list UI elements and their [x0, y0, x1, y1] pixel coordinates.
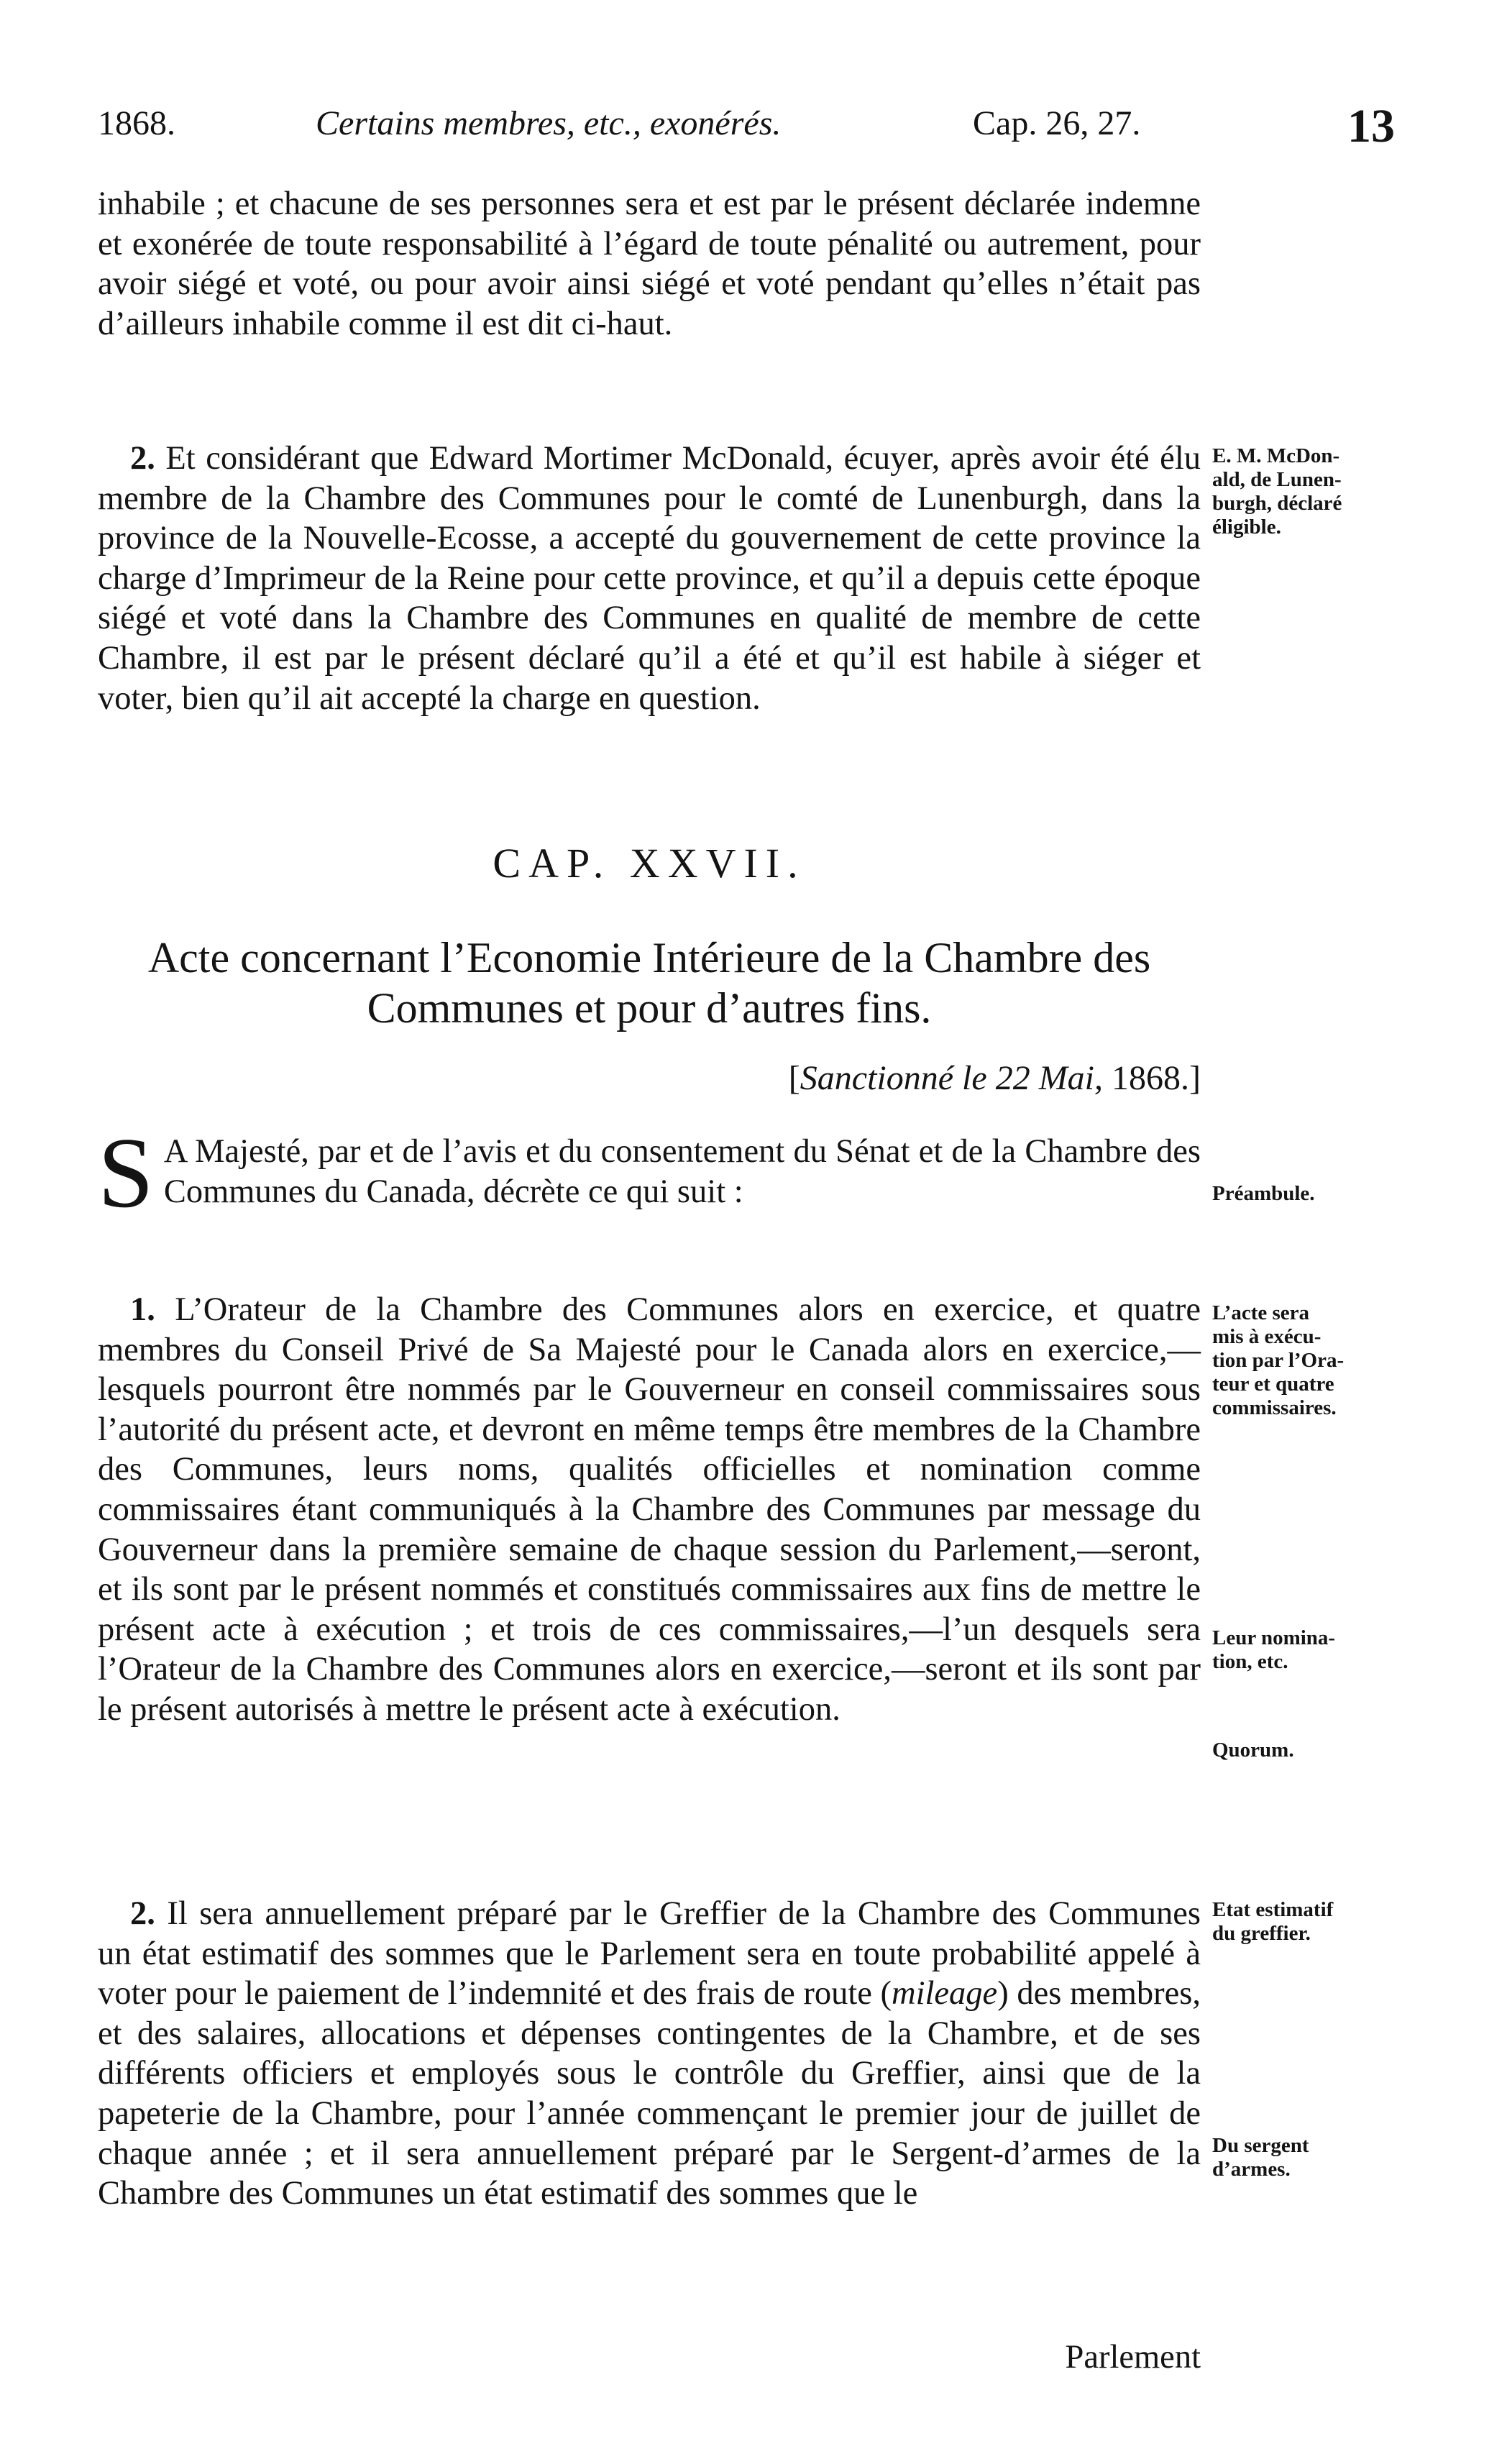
margin-note-sergent — [1212, 2134, 1406, 2181]
margin-note-acte — [1212, 1301, 1406, 1420]
margin-note-line: Quorum. — [1212, 1739, 1294, 1762]
margin-note-nomination — [1212, 1626, 1406, 1674]
article-2-number: 2. — [130, 1895, 155, 1932]
margin-note-line: Leur nomina- — [1212, 1626, 1336, 1649]
margin-note-line: tion par l’Ora- — [1212, 1349, 1345, 1372]
margin-note-mcdonald — [1212, 444, 1406, 539]
sanction-line — [618, 1058, 1201, 1098]
catchword: Parlement — [1065, 2339, 1201, 2376]
chapter-heading: CAP. XXVII. — [493, 840, 806, 887]
header-title: Certains membres, etc., exonérés. — [316, 104, 782, 142]
sanction-year: 1868.] — [1112, 1059, 1201, 1097]
section-2-paragraph — [98, 439, 1201, 718]
margin-note-preambule — [1212, 1182, 1406, 1206]
article-1-number: 1. — [130, 1291, 155, 1328]
sanction-bracket: [ — [788, 1059, 800, 1097]
margin-note-line: ald, de Lunen- — [1212, 468, 1342, 491]
article-1-paragraph — [98, 1290, 1201, 1730]
act-title: Acte concernant l’Economie Intérieure de la Chambre des Communes et pour d’autres fins. — [147, 934, 1151, 1032]
article-1-text: L’Orateur de la Chambre des Communes alors en exercice, et quatre membres du Conseil Privé de Sa Majesté pour le Canada alors en exercice,—lesquels pourront être nommés par le Gouverneur en conseil commissaires sous l’autorité du présent acte, et devront en même temps être membres de la Chambre des Communes, leurs noms, qualités officielles et nomination comme commissaires étant communiqués à la Chambre des Communes par message du Gouverneur dans la première semaine de chaque session du Parlement,—seront, et ils sont par le présent nommés et constitués commissaires aux fins de mettre le présent acte à exécution ; et trois de ces commissaires,—l’un desquels sera l’Orateur de la Chambre des Communes alors en exercice,—seront et ils sont par le présent autorisés à mettre le présent acte à exécution. — [98, 1291, 1201, 1728]
margin-note-etat — [1212, 1898, 1406, 1946]
page-number: 13 — [1347, 100, 1395, 152]
margin-note-line: burgh, déclaré — [1212, 492, 1342, 515]
preamble-paragraph — [98, 1117, 1201, 1229]
running-header — [98, 99, 1409, 164]
margin-note-line: d’armes. — [1212, 2158, 1291, 2181]
article-2-mileage: mileage — [892, 1975, 998, 2012]
preamble-text: A Majesté, par et de l’avis et du consentement du Sénat et de la Chambre des Communes du Canada, décrète ce qui suit : — [163, 1133, 1201, 1210]
article-2-paragraph — [98, 1894, 1201, 2214]
margin-note-line: Préambule. — [1212, 1182, 1315, 1205]
margin-note-line: mis à exécu- — [1212, 1325, 1322, 1348]
header-chapter: Cap. 26, 27. — [973, 104, 1141, 142]
drop-cap: S — [98, 1117, 154, 1229]
article-2-text-after: ) des membres, et des salaires, allocations et dépenses contingentes de la Chambre, et de ses différents officiers et employés sous le contrôle du Greffier, ainsi que de la papeterie de la Chambre, pour l’année commençant le premier jour de juillet de chaque année ; et il sera annuellement préparé par le Sergent-d’armes de la Chambre des Communes un état estimatif des sommes que le — [98, 1975, 1201, 2212]
intro-paragraph-text: inhabile ; et chacune de ses personnes sera et est par le présent déclarée indemne et exonérée de toute responsabilité à l’égard de toute pénalité ou autrement, pour avoir siégé et voté, ou pour avoir ainsi siégé et voté pendant qu’elles n’était pas d’ailleurs inhabile comme il est dit ci-haut. — [98, 186, 1201, 342]
section-2-number: 2. — [130, 440, 155, 477]
intro-paragraph — [98, 184, 1201, 344]
header-year: 1868. — [98, 104, 175, 142]
margin-note-line: commissaires. — [1212, 1396, 1337, 1419]
margin-note-line: éligible. — [1212, 516, 1281, 539]
margin-note-line: L’acte sera — [1212, 1301, 1310, 1324]
margin-note-line: teur et quatre — [1212, 1373, 1334, 1396]
margin-note-line: E. M. McDon- — [1212, 444, 1340, 467]
margin-note-line: Du sergent — [1212, 2134, 1309, 2157]
margin-note-line: du greffier. — [1212, 1922, 1311, 1945]
margin-note-line: Etat estimatif — [1212, 1898, 1334, 1921]
section-2-text: Et considérant que Edward Mortimer McDonald, écuyer, après avoir été élu membre de la Chambre des Communes pour le comté de Lunenburgh, dans la province de la Nouvelle-Ecosse, a accepté du gouvernement de cette province la charge d’Imprimeur de la Reine pour cette province, et qu’il a depuis cette époque siégé et voté dans la Chambre des Communes en qualité de membre de cette Chambre, il est par le présent déclaré qu’il a été et qu’il est habile à siéger et voter, bien qu’il ait accepté la charge en question. — [98, 440, 1201, 717]
article-2-text-before: Il sera annuellement préparé par le Greffier de la Chambre des Communes un état estimatif des sommes que le Parlement sera en toute probabilité appelé à voter pour le paiement de l’indemnité et des frais de route ( — [98, 1895, 1201, 2012]
margin-note-line: tion, etc. — [1212, 1650, 1288, 1673]
sanction-text: Sanctionné le 22 Mai, — [800, 1059, 1104, 1097]
margin-note-quorum — [1212, 1739, 1406, 1762]
